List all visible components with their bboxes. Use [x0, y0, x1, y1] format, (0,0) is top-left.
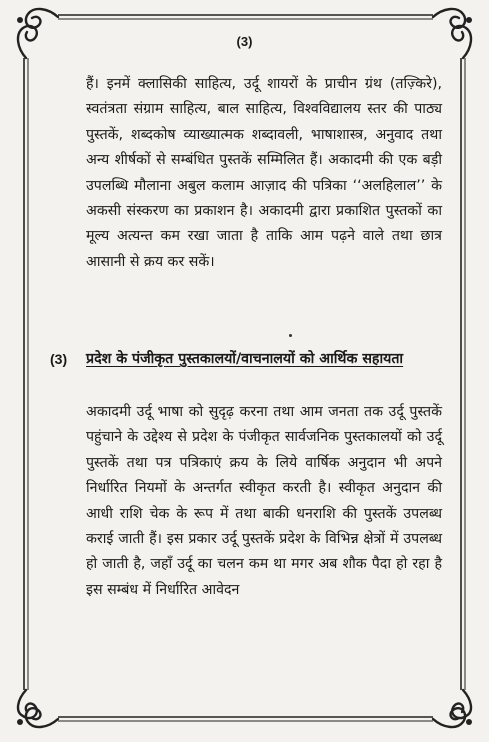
- section-heading: प्रदेश के पंजीकृत पुस्तकालयों/वाचनालयों को आर्थिक सहायता: [86, 351, 404, 367]
- page-number: (3): [236, 34, 253, 49]
- section-number: (3): [50, 351, 68, 367]
- corner-ornament-bottom-right: [433, 690, 472, 727]
- intro-paragraph: हैं। इनमें क्लासिकी साहित्य, उर्दू शायरों के प्राचीन ग्रंथ (तज़्किरे), स्वतंत्रता संग्राम साहित्य, बाल साहित्य, विश्वविद्यालय स्तर की पाठ्य पुस्तकें, शब्दकोष व्याख्यात्मक शब्दावली, भाषाशास्त्र, अनुवाद तथा अन्य शीर्षकों से सम्बंधित पुस्तकें सम्मिलित हैं। अकादमी की एक बड़ी उपलब्धि मौलाना अबुल कलाम आज़ाद की पत्रिका ‘‘अलहिलाल’’ के अकसी संस्करण का प्रकाशन है। अकादमी द्वारा प्रकाशित पुस्तकों का मूल्य अत्यन्त कम रखा जाता है ताकि आम पढ़ने वाले तथा छात्र आसानी से क्रय कर सकें।: [86, 76, 442, 270]
- stray-dot: [289, 334, 292, 337]
- corner-ornament-bottom-left: [17, 690, 58, 727]
- intro-paragraph-block: [86, 72, 442, 275]
- section-body: अकादमी उर्दू भाषा को सुदृढ़ करना तथा आम जनता तक उर्दू पुस्तकें पहुंचाने के उद्देश्य से प्रदेश के पंजीकृत सार्वजनिक पुस्तकालयों को उर्दू पुस्तकें तथा पत्र पत्रिकाएं क्रय के लिये वार्षिक अनुदान भी अपने निर्धारित नियमों के अन्तर्गत स्वीकृत करती है। स्वीकृत अनुदान की आधी राशि चेक के रूप में तथा बाकी धनराशि की पुस्तकें उपलब्ध कराई जाती हैं। इस प्रकार उर्दू पुस्तकें प्रदेश के विभिन्न क्षेत्रों में उपलब्ध हो जाती है, जहाँ उर्दू का चलन कम था मगर अब शौक पैदा हो रहा है इस सम्बंध में निर्धारित आवेदन: [86, 404, 442, 598]
